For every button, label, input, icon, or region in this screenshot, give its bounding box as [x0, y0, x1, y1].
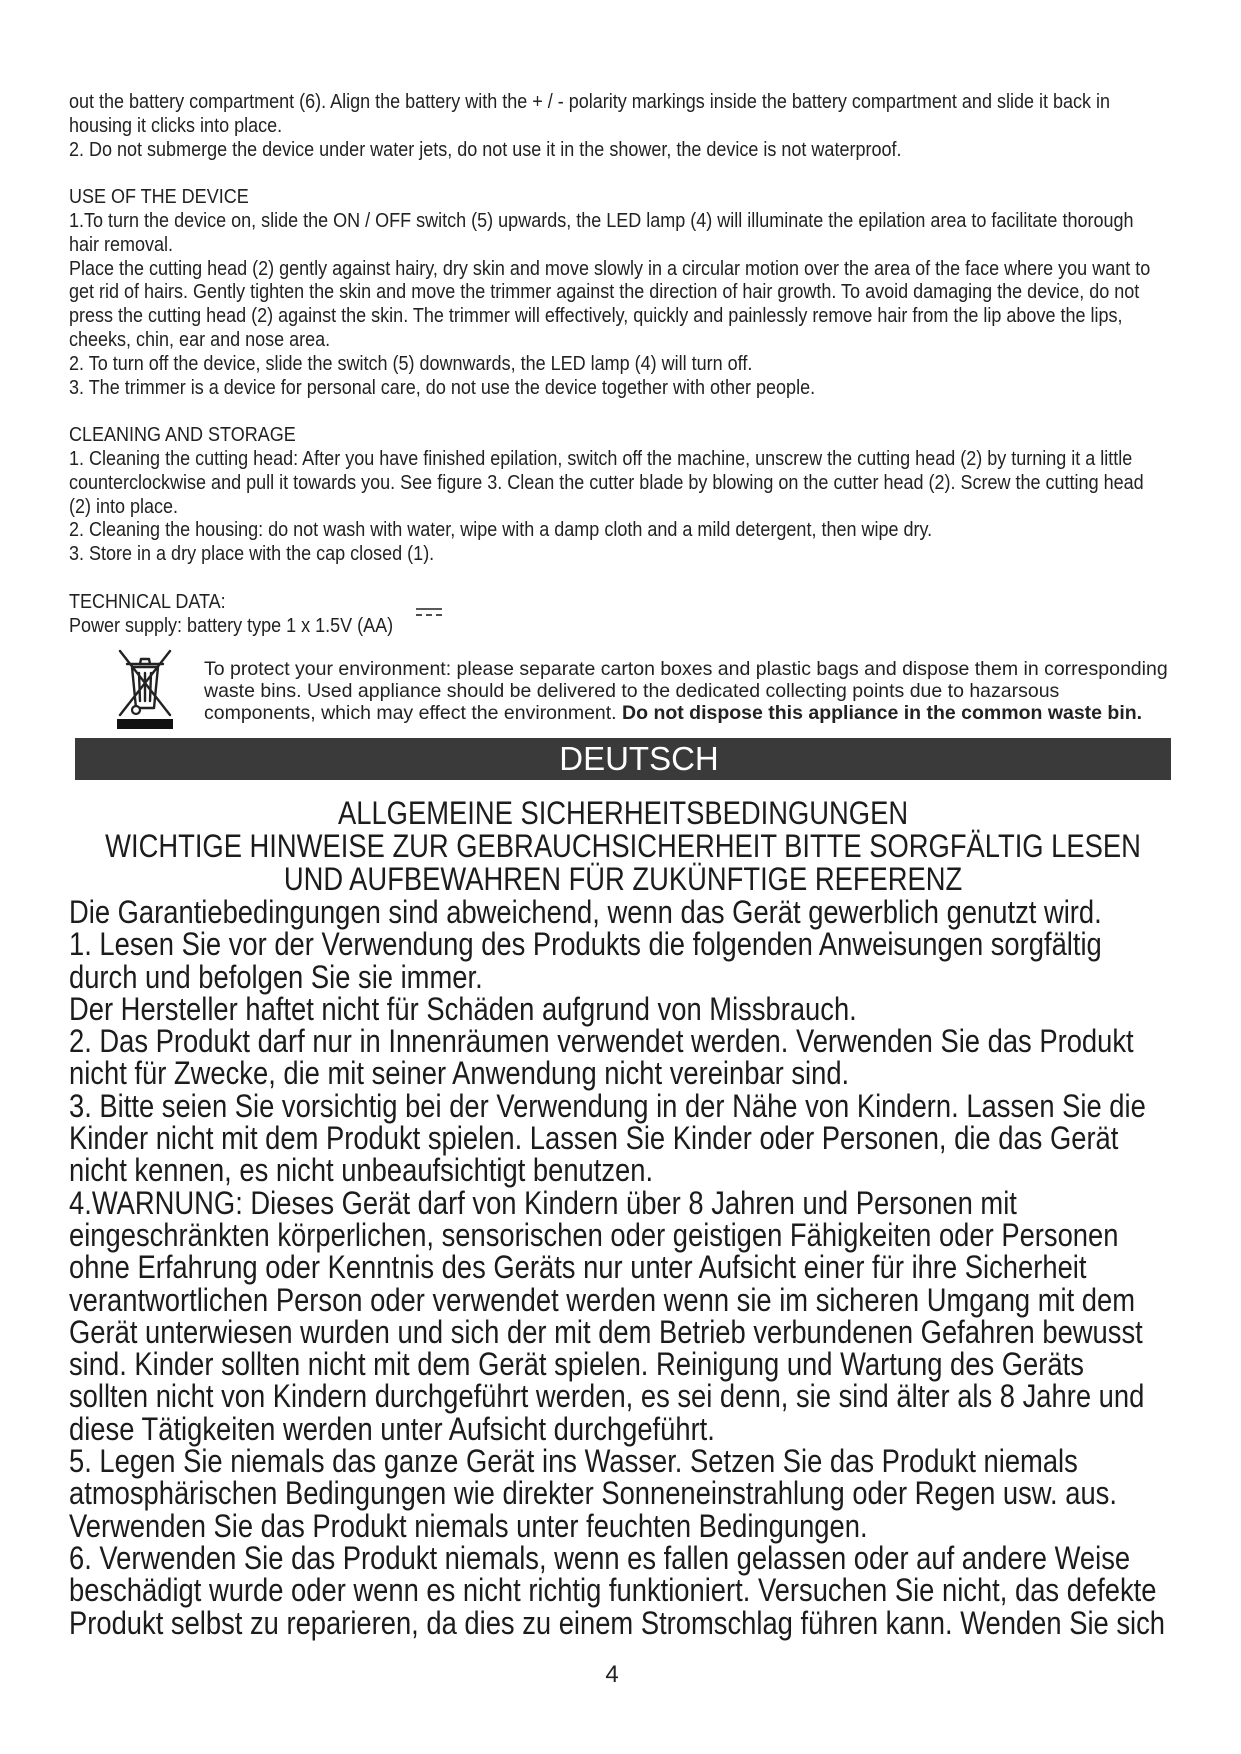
text-line: ohne Erfahrung oder Kenntnis des Geräts nur unter Aufsicht einer für ihre Sicherheit: [69, 1249, 1087, 1286]
text-line: 3. Bitte seien Sie vorsichtig bei der Verwendung in der Nähe von Kindern. Lassen Sie die: [69, 1087, 1146, 1124]
paragraph-gap: [69, 162, 1171, 186]
text-line: Der Hersteller haftet nicht für Schäden aufgrund von Missbrauch.: [69, 990, 857, 1027]
text-line: 3. The trimmer is a device for personal care, do not use the device together with other people.: [69, 376, 816, 399]
text-line: 2. Das Produkt darf nur in Innenräumen verwendet werden. Verwenden Sie das Produkt: [69, 1023, 1134, 1060]
german-safety-text: [69, 896, 1172, 1639]
text-line: sollten nicht von Kindern durchgeführt werden, es sei denn, sie sind älter als 8 Jahre und: [69, 1378, 1145, 1415]
text-line: cheeks, chin, ear and nose area.: [69, 328, 331, 351]
text-line: nicht kennen, es nicht unbeaufsichtigt benutzen.: [69, 1152, 654, 1189]
text-line: [204, 703, 1168, 725]
text-line: nicht für Zwecke, die mit seiner Anwendung nicht vereinbar sind.: [69, 1055, 850, 1092]
section-heading: WICHTIGE HINWEISE ZUR GEBRAUCHSICHERHEIT BITTE SORGFÄLTIG LESEN: [105, 828, 1141, 864]
text-line: (2) into place.: [69, 495, 179, 518]
text-line: waste bins. Used appliance should be delivered to the dedicated collecting points due to hazarsous: [204, 679, 1060, 702]
text-line: 2. Do not submerge the device under water jets, do not use it in the shower, the device is not waterproof.: [69, 138, 902, 161]
text-line: 6. Verwenden Sie das Produkt niemals, wenn es fallen gelassen oder auf andere Weise: [69, 1539, 1131, 1576]
paragraph-gap: [69, 400, 1171, 424]
text-line: counterclockwise and pull it towards you. See figure 3. Clean the cutter blade by blowing on the cutter head (2). Screw the cutting head: [69, 471, 1144, 494]
text-line: Verwenden Sie das Produkt niemals unter feuchten Bedingungen.: [69, 1507, 868, 1544]
text-line: press the cutting head (2) against the skin. The trimmer will effectively, quickly and painlessly remove hair from the lip above the lips,: [69, 305, 1123, 328]
text-line: diese Tätigkeiten werden unter Aufsicht durchgeführt.: [69, 1410, 715, 1447]
text-line: 2. To turn off the device, slide the switch (5) downwards, the LED lamp (4) will turn off.: [69, 352, 753, 375]
section-heading: ALLGEMEINE SICHERHEITSBEDINGUNGEN: [337, 795, 909, 831]
text-line: Kinder nicht mit dem Produkt spielen. Lassen Sie Kinder oder Personen, die das Gerät: [69, 1120, 1119, 1157]
environment-notice: [204, 659, 1168, 725]
text-line: 1. Cleaning the cutting head: After you have finished epilation, switch off the machine, unscrew the cutting head (2) by turning it a little: [69, 447, 1133, 470]
text-line: Gerät unterwiesen wurden und sich der mit dem Betrieb verbundenen Gefahren bewusst: [69, 1313, 1143, 1350]
text-line: 3. Store in a dry place with the cap closed (1).: [69, 543, 435, 566]
text-line: To protect your environment: please separate carton boxes and plastic bags and dispose them in corresponding: [204, 658, 1168, 680]
text-line: get rid of hairs. Gently tighten the skin and move the trimmer against the direction of hair growth. To avoid damaging the device, do not: [69, 281, 1140, 304]
text-line: Die Garantiebedingungen sind abweichend, wenn das Gerät gewerblich genutzt wird.: [69, 894, 1102, 930]
section-heading-cleaning: CLEANING AND STORAGE: [69, 424, 296, 447]
text-line: Place the cutting head (2) gently against hairy, dry skin and move slowly in a circular motion over the area of the face where you want to: [69, 257, 1151, 280]
text-line: Produkt selbst zu reparieren, da dies zu einem Stromschlag führen kann. Wenden Sie sich: [69, 1604, 1166, 1641]
direct-current-symbol-icon: [416, 607, 442, 617]
text-line: 2. Cleaning the housing: do not wash with water, wipe with a damp cloth and a mild detergent, then wipe dry.: [69, 519, 933, 542]
text-line: housing it clicks into place.: [69, 114, 283, 137]
notice-text: components, which may effect the environment.: [204, 701, 617, 724]
text-line: 4.WARNUNG: Dieses Gerät darf von Kindern über 8 Jahren und Personen mit: [69, 1184, 1017, 1221]
text-line: sind. Kinder sollten nicht mit dem Gerät spielen. Reinigung und Wartung des Geräts: [69, 1346, 1084, 1383]
text-line: eingeschränkten körperlichen, sensorischen oder geistigen Fähigkeiten oder Personen: [69, 1216, 1119, 1253]
text-line: 5. Legen Sie niemals das ganze Gerät ins Wasser. Setzen Sie das Produkt niemals: [69, 1443, 1078, 1480]
text-line: hair removal.: [69, 233, 174, 256]
english-section: [69, 91, 1171, 638]
text-line: verantwortlichen Person oder verwendet werden wenn sie im sicheren Umgang mit dem: [69, 1281, 1136, 1318]
section-heading: UND AUFBEWAHREN FÜR ZUKÜNFTIGE REFERENZ: [283, 861, 963, 897]
text-line: 1.To turn the device on, slide the ON / OFF switch (5) upwards, the LED lamp (4) will illuminate the epilation area to facilitate thorough: [69, 209, 1134, 232]
text-line: beschädigt wurde oder wenn es nicht richtig funktioniert. Versuchen Sie nicht, das defekte: [69, 1572, 1157, 1609]
text-line: durch und befolgen Sie sie immer.: [69, 958, 483, 995]
section-heading-use-of-device: USE OF THE DEVICE: [69, 186, 249, 209]
german-headings: [69, 797, 1177, 896]
text-line: Power supply: battery type 1 x 1.5V (AA): [69, 614, 394, 637]
paragraph-gap: [69, 567, 1171, 591]
text-line: out the battery compartment (6). Align the battery with the + / - polarity markings inside the battery compartment and slide it back in: [69, 91, 1111, 113]
disposal-warning: Do not dispose this appliance in the common waste bin.: [622, 701, 1143, 724]
section-heading-technical-data: TECHNICAL DATA:: [69, 590, 226, 613]
page-number: 4: [605, 1661, 619, 1688]
text-line: atmosphärischen Bedingungen wie direkter Sonneneinstrahlung oder Regen usw. aus.: [69, 1475, 1117, 1512]
text-line: 1. Lesen Sie vor der Verwendung des Produkts die folgenden Anweisungen sorgfältig: [69, 926, 1102, 963]
crossed-out-wheelie-bin-icon: [112, 643, 178, 729]
language-section-bar: DEUTSCH: [75, 738, 1171, 780]
